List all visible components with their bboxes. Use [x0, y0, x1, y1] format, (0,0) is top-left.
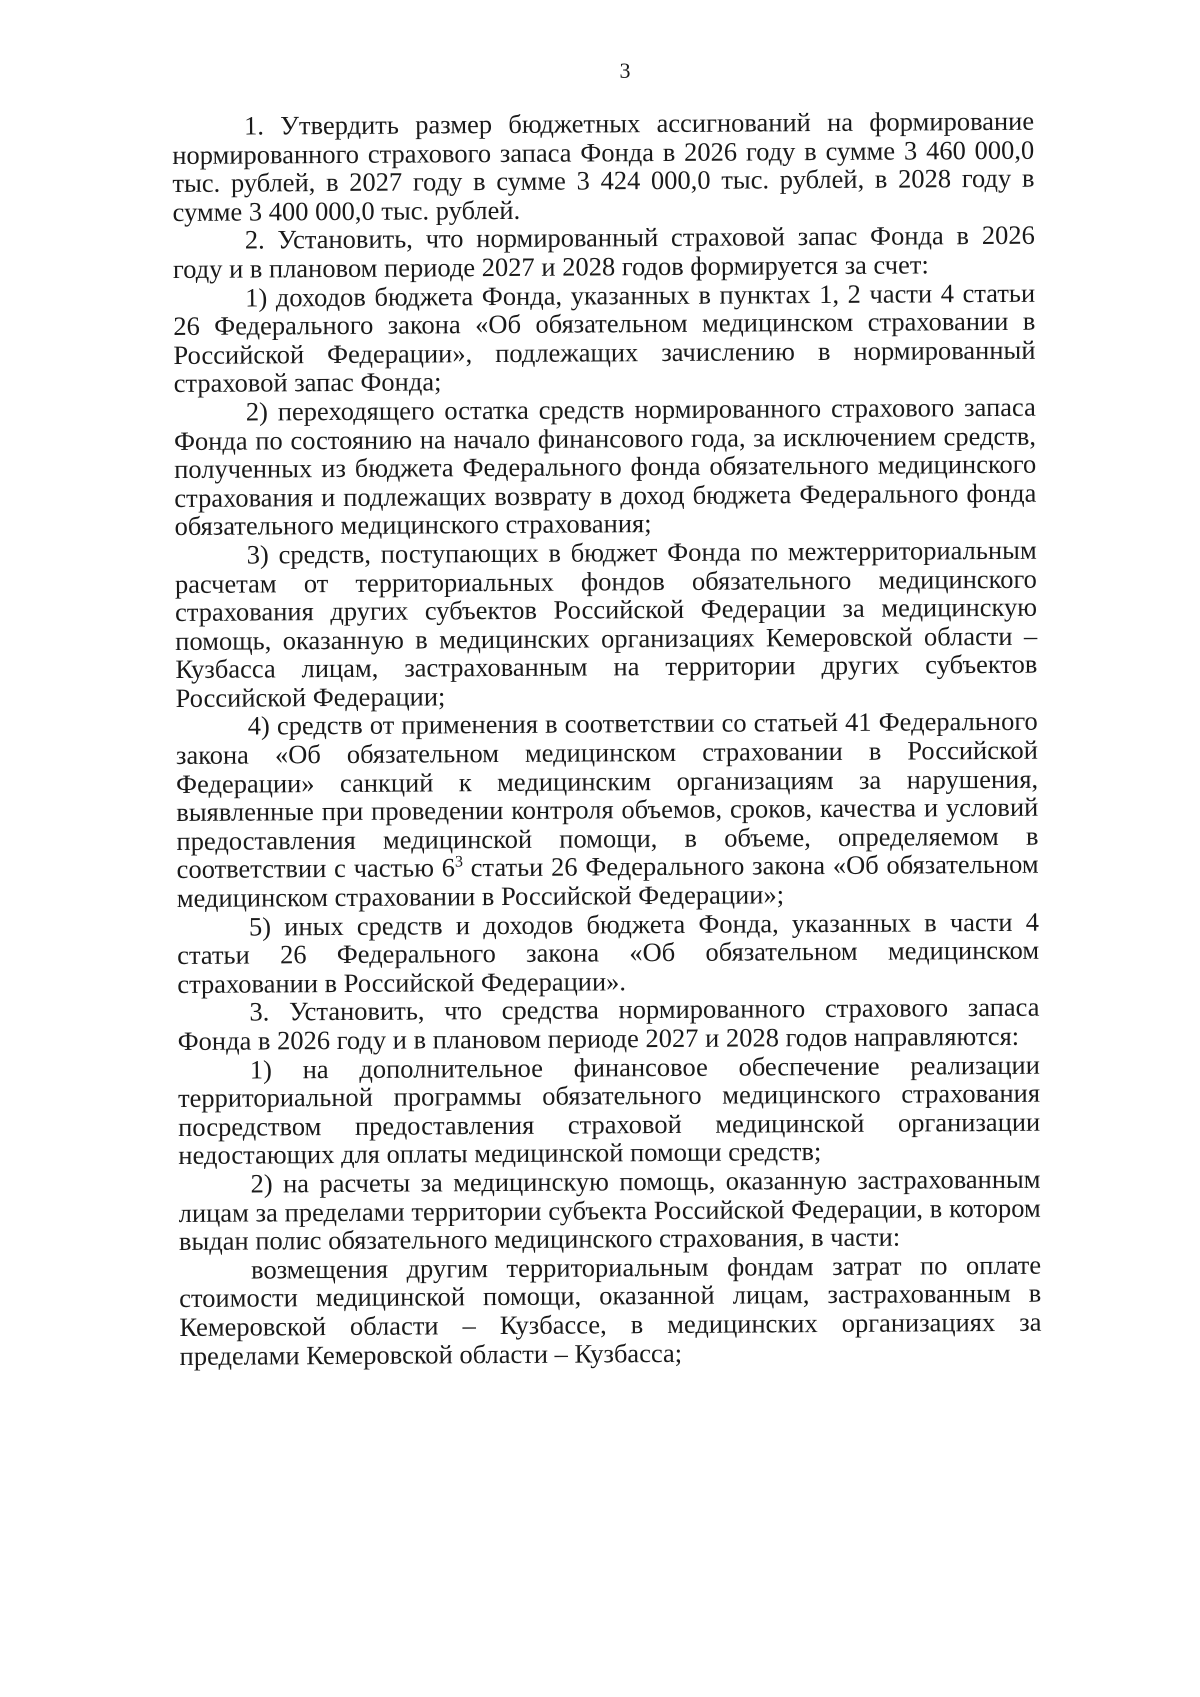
paragraph-2-item-4-superscript: 3	[454, 853, 463, 871]
document-body	[172, 107, 1042, 1370]
paragraph-3: 3. Установить, что средства нормированного страхового запаса Фонда в 2026 году и в плановом периоде 2027 и 2028 годов направляются:	[177, 992, 1040, 1056]
paragraph-2-item-4	[176, 707, 1039, 912]
paragraph-2-item-4-text-b: статьи 26 Федерального закона «Об обязательном медицинском страховании в Российской Федерации»;	[176, 849, 1039, 914]
paragraph-3-item-2: 2) на расчеты за медицинскую помощь, оказанную застрахованным лицам за пределами территории субъекта Российской Федерации, в котором выдан полис обязательного медицинского страхования, в части:	[178, 1163, 1041, 1257]
paragraph-2-item-3: 3) средств, поступающих в бюджет Фонда по межтерриториальным расчетам от территориальных фондов обязательного медицинского страхования других субъектов Российской Федерации за медицинскую помощь, оказанную в медицинских организациях Кемеровской области – Кузбасса лицам, застрахованным на территории других субъектов Российской Федерации;	[174, 534, 1038, 713]
paragraph-2-item-5: 5) иных средств и доходов бюджета Фонда, указанных в части 4 статьи 26 Федерального закона «Об обязательном медицинском страховании в Российской Федерации».	[177, 906, 1040, 999]
paragraph-2-item-2: 2) переходящего остатка средств нормированного страхового запаса Фонда по состоянию на начало финансового года, за исключением средств, полученных из бюджета Федерального фонда обязательного медицинского страхования и подлежащих возврату в доход бюджета Федерального фонда обязательного медицинского страхования;	[173, 391, 1037, 542]
paragraph-2: 2. Установить, что нормированный страховой запас Фонда в 2026 году и в плановом периоде 2027 и 2028 годов формируется за счет:	[172, 220, 1035, 284]
paragraph-3-item-1: 1) на дополнительное финансовое обеспечение реализации территориальной программы обязательного медицинского страхования посредством предоставления страховой медицинской организации недостающих для оплаты медицинской помощи средств;	[177, 1049, 1041, 1171]
paragraph-2-item-1: 1) доходов бюджета Фонда, указанных в пунктах 1, 2 части 4 статьи 26 Федерального закона «Об обязательном медицинском страховании в Российской Федерации», подлежащих зачислению в нормированный страховой запас Фонда;	[173, 277, 1036, 399]
paragraph-3-item-2-sub: возмещения другим территориальным фондам затрат по оплате стоимости медицинской помощи, оказанной лицам, застрахованным в Кемеровской области – Кузбассе, в медицинских организациях за пределами Кемеровской области – Кузбасса;	[179, 1249, 1042, 1371]
page-number: 3	[619, 58, 631, 83]
paragraph-1: 1. Утвердить размер бюджетных ассигнований на формирование нормированного страхового запаса Фонда в 2026 году в сумме 3 460 000,0 тыс. рублей, в 2027 году в сумме 3 424 000,0 тыс. рублей, в 2028 году в сумме 3 400 000,0 тыс. рублей.	[172, 105, 1035, 227]
paragraph-2-item-4-text-a: 4) средств от применения в соответствии со статьей 41 Федерального закона «Об обязательном медицинском страховании в Российской Федерации» санкций к медицинским организациям за нарушения, выявленные при проведении контроля объемов, сроков, качества и условий предоставления медицинской помощи, в объеме, определяемом в соответствии с частью 6	[175, 706, 1039, 885]
